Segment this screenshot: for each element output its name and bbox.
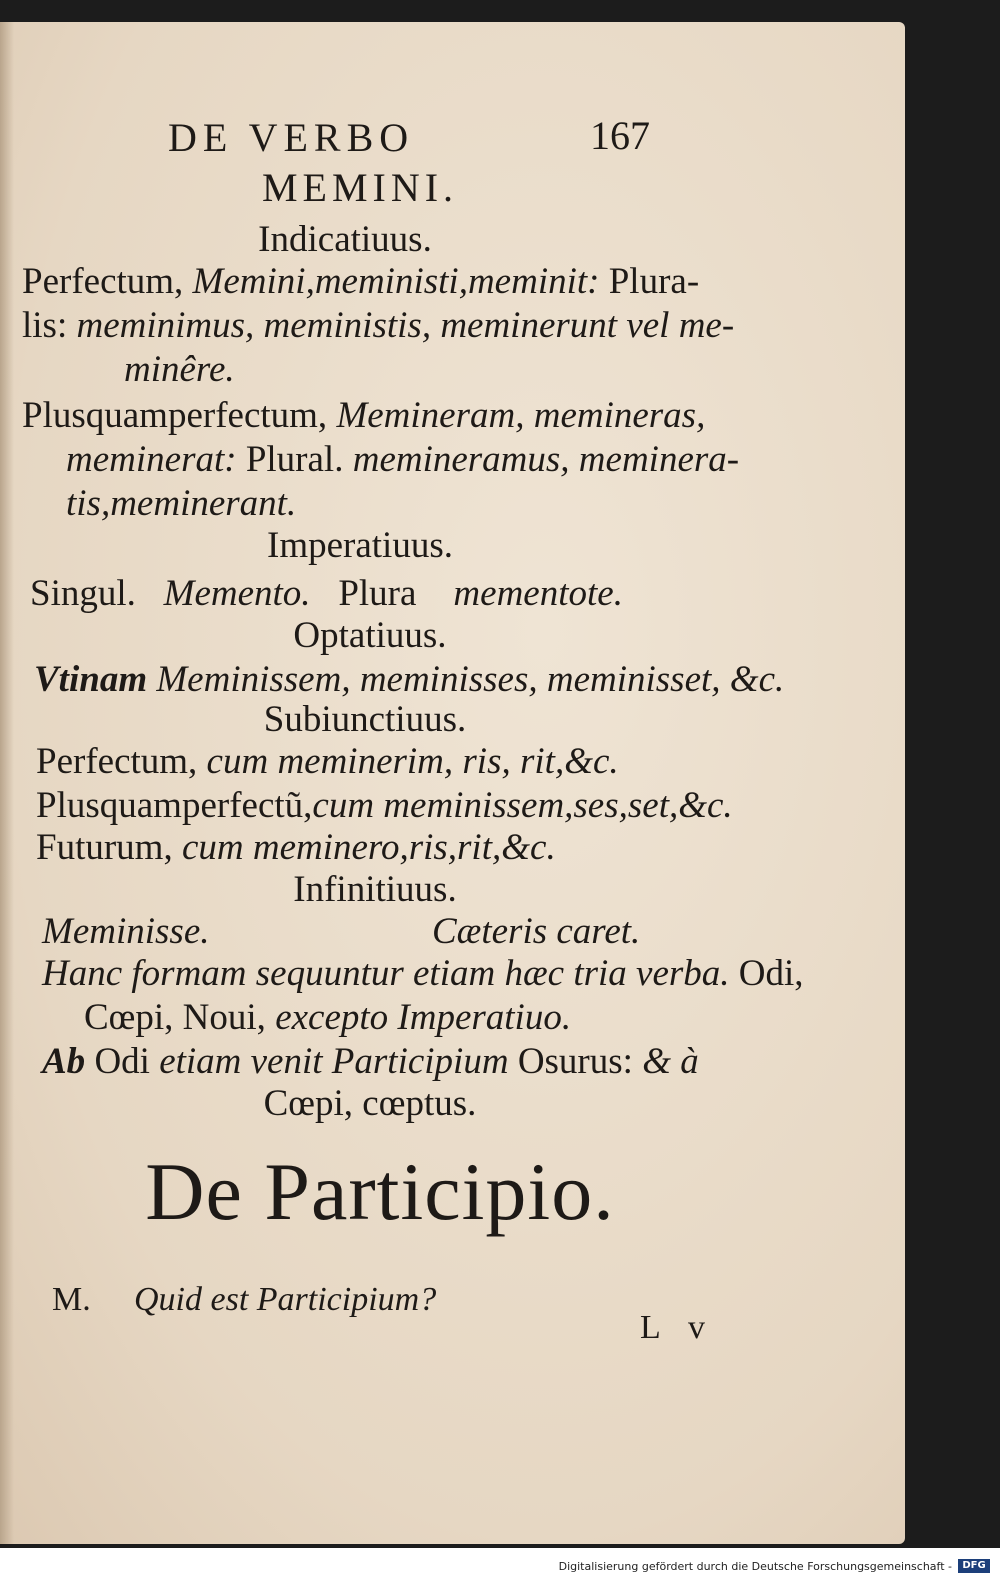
- text-line: Vtinam Meminissem, meminisses, meminisset, &c.: [34, 659, 785, 700]
- text-line: Plusquamperfectũ,cum meminissem,ses,set,&c.: [36, 785, 733, 826]
- digitization-footer: [0, 1548, 1000, 1584]
- text-line: Perfectum, Memini,meministi,meminit: Plura-: [22, 261, 700, 302]
- question-text: Quid est Participium?: [134, 1281, 437, 1318]
- text-line: minêre.: [124, 349, 235, 390]
- text-line: Ab Odi etiam venit Participium Osurus: & à: [42, 1041, 699, 1082]
- text-line: Futurum, cum meminero,ris,rit,&c.: [36, 827, 556, 868]
- book-page: [0, 22, 905, 1544]
- page-number: 167: [590, 113, 650, 158]
- heading-infinitiuus: Infinitiuus.: [293, 869, 457, 910]
- running-header: DE VERBO: [168, 115, 415, 160]
- text-line: Cœpi, Noui, excepto Imperatiuo.: [84, 997, 572, 1038]
- heading-imperatiuus: Imperatiuus.: [267, 525, 453, 566]
- text-line: tis,meminerant.: [66, 483, 297, 524]
- heading-subiunctiuus: Subiunctiuus.: [263, 699, 467, 740]
- footer-credit: Digitalisierung gefördert durch die Deutsche Forschungsgemeinschaft -: [558, 1560, 952, 1573]
- text-line: Perfectum, cum meminerim, ris, rit,&c.: [36, 741, 619, 782]
- text-line: Plusquamperfectum, Memineram, memineras,: [22, 395, 706, 436]
- text-line: Meminisse. Cæteris caret.: [42, 911, 641, 952]
- text-line: lis: meminimus, meministis, meminerunt vel me-: [22, 305, 735, 346]
- text-line: Cœpi, cœptus.: [263, 1083, 477, 1124]
- section-title: De Participio.: [145, 1146, 615, 1237]
- signature-mark: L v: [640, 1309, 716, 1346]
- text-line: Hanc formam sequuntur etiam hæc tria verba. Odi,: [42, 953, 804, 994]
- question-label: M.: [52, 1281, 91, 1318]
- heading-indicatiuus: Indicatiuus.: [258, 219, 432, 260]
- dfg-logo: DFG: [958, 1559, 990, 1573]
- text-line: meminerat: Plural. memineramus, meminera-: [66, 439, 740, 480]
- heading-optatiuus: Optatiuus.: [293, 615, 447, 656]
- header-second-line: MEMINI.: [261, 165, 459, 210]
- text-line: Singul. Memento. Plura mementote.: [30, 573, 623, 614]
